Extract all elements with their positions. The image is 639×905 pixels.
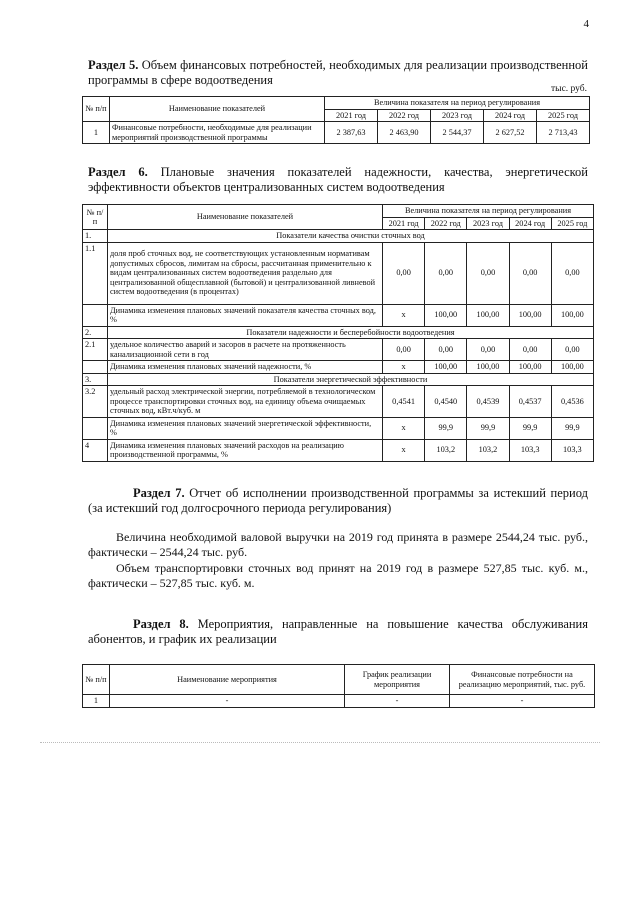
row-num: 1 xyxy=(83,122,110,144)
row-value: 0,00 xyxy=(425,339,467,361)
row-num xyxy=(83,417,108,439)
row-name: удельное количество аварий и засоров в расчете на протяженность канализационной сети в год xyxy=(108,339,383,361)
group-num: 1. xyxy=(83,230,108,243)
table-row xyxy=(83,242,594,304)
row-value: 0,4539 xyxy=(467,386,509,418)
table-row xyxy=(83,304,594,326)
row-num: 2.1 xyxy=(83,339,108,361)
section7-paragraph-revenue: Величина необходимой валовой выручки на 2019 год принята в размере 2544,24 тыс. руб., фактически – 2544,24 тыс. руб. xyxy=(88,530,588,559)
s8-header-schedule: График реализации мероприятия xyxy=(345,665,450,695)
s5-year: 2023 год xyxy=(431,109,484,122)
row-num: 1 xyxy=(83,695,110,708)
group-title: Показатели качества очистки сточных вод xyxy=(108,230,594,243)
section6-table xyxy=(82,204,594,462)
row-value: 103,2 xyxy=(467,439,509,461)
row-name: Динамика изменения плановых значений расходов на реализацию производственной программы, % xyxy=(108,439,383,461)
row-value: 2 544,37 xyxy=(431,122,484,144)
row-name: Динамика изменения плановых значений энергетической эффективности, % xyxy=(108,417,383,439)
s8-header-num: № п/п xyxy=(83,665,110,695)
section6-label: Раздел 6. xyxy=(88,165,148,179)
section7-title: Отчет об исполнении производственной программы за истекший период (за истекший год долгосрочного периода регулирования) xyxy=(88,486,588,515)
section8-label: Раздел 8. xyxy=(133,617,189,631)
row-value: 0,00 xyxy=(509,339,551,361)
row-value: 0,00 xyxy=(467,339,509,361)
row-num: 1.1 xyxy=(83,242,108,304)
s6-header-num: № п/п xyxy=(83,205,108,230)
row-value: х xyxy=(383,417,425,439)
section7-label: Раздел 7. xyxy=(133,486,185,500)
row-value: 103,3 xyxy=(551,439,593,461)
row-value: 0,00 xyxy=(383,242,425,304)
row-num xyxy=(83,304,108,326)
table-row xyxy=(83,695,595,708)
s5-header-num: № п/п xyxy=(83,97,110,122)
row-value: 0,4537 xyxy=(509,386,551,418)
row-value: 0,00 xyxy=(467,242,509,304)
page-number: 4 xyxy=(583,18,589,30)
row-value: 0,00 xyxy=(551,339,593,361)
section7-paragraph-volume: Объем транспортировки сточных вод принят на 2019 год в размере 527,85 тыс. куб. м., фактически – 527,85 тыс. куб. м. xyxy=(88,561,588,590)
group-title: Показатели энергетической эффективности xyxy=(108,373,594,386)
table-row xyxy=(83,339,594,361)
section5-heading xyxy=(88,58,588,88)
section5-title: Объем финансовых потребностей, необходимых для реализации производственной программы в сфере водоотведения xyxy=(88,58,588,87)
row-name: - xyxy=(110,695,345,708)
row-value: 0,00 xyxy=(425,242,467,304)
section7-heading xyxy=(88,486,588,516)
row-value: 100,00 xyxy=(509,304,551,326)
row-num: 3.2 xyxy=(83,386,108,418)
group-num: 2. xyxy=(83,326,108,339)
s6-year: 2024 год xyxy=(509,217,551,230)
unit-label: тыс. руб. xyxy=(551,84,587,94)
row-value: 99,9 xyxy=(425,417,467,439)
row-value: 100,00 xyxy=(467,361,509,374)
row-value: 0,4541 xyxy=(383,386,425,418)
row-schedule: - xyxy=(345,695,450,708)
s8-header-name: Наименование мероприятия xyxy=(110,665,345,695)
section8-table xyxy=(82,664,595,708)
row-value: х xyxy=(383,439,425,461)
s6-year: 2023 год xyxy=(467,217,509,230)
row-num: 4 xyxy=(83,439,108,461)
row-name: Финансовые потребности, необходимые для реализации мероприятий производственной программы xyxy=(110,122,325,144)
s6-year: 2021 год xyxy=(383,217,425,230)
row-value: 99,9 xyxy=(509,417,551,439)
row-value: 2 463,90 xyxy=(378,122,431,144)
row-value: 103,2 xyxy=(425,439,467,461)
row-finance: - xyxy=(450,695,595,708)
row-value: 100,00 xyxy=(551,361,593,374)
s5-header-name: Наименование показателей xyxy=(110,97,325,122)
row-value: х xyxy=(383,361,425,374)
row-value: 99,9 xyxy=(467,417,509,439)
s5-header-value: Величина показателя на период регулирования xyxy=(325,97,590,110)
section8-title: Мероприятия, направленные на повышение качества обслуживания абонентов, и график их реализации xyxy=(88,617,588,646)
row-name: Динамика изменения плановых значений показателя качества сточных вод, % xyxy=(108,304,383,326)
table-row xyxy=(83,439,594,461)
s5-year: 2025 год xyxy=(537,109,590,122)
row-value: 103,3 xyxy=(509,439,551,461)
scan-artifact-line xyxy=(40,742,600,743)
section5-table xyxy=(82,96,590,144)
row-name: доля проб сточных вод, не соответствующих установленным нормативам допустимых сбросов, лимитам на сбросы, рассчитанная применительно к видам централизованных систем водоотведения раздельно для централизованной общесплавной (бытовой) и централизованной ливневой систем водоотведения (в процентах) xyxy=(108,242,383,304)
row-num xyxy=(83,361,108,374)
row-value: 2 627,52 xyxy=(484,122,537,144)
s6-header-name: Наименование показателей xyxy=(108,205,383,230)
table-row xyxy=(83,361,594,374)
row-name: Динамика изменения плановых значений надежности, % xyxy=(108,361,383,374)
s5-year: 2022 год xyxy=(378,109,431,122)
group-title: Показатели надежности и бесперебойности водоотведения xyxy=(108,326,594,339)
group-row xyxy=(83,326,594,339)
s8-header-finance: Финансовые потребности на реализацию мероприятий, тыс. руб. xyxy=(450,665,595,695)
row-value: 99,9 xyxy=(551,417,593,439)
section6-title: Плановые значения показателей надежности, качества, энергетической эффективности объектов централизованных систем водоотведения xyxy=(88,165,588,194)
s5-year: 2024 год xyxy=(484,109,537,122)
row-value: 2 387,63 xyxy=(325,122,378,144)
group-num: 3. xyxy=(83,373,108,386)
row-value: 0,4540 xyxy=(425,386,467,418)
section8-heading xyxy=(88,617,588,647)
row-name: удельный расход электрической энергии, потребляемой в технологическом процессе транспортировки сточных вод, на единицу объема очищаемых сточных вод, кВт.ч/куб. м xyxy=(108,386,383,418)
row-value: 100,00 xyxy=(425,304,467,326)
section6-heading xyxy=(88,165,588,195)
row-value: 100,00 xyxy=(467,304,509,326)
row-value: 100,00 xyxy=(509,361,551,374)
row-value: 100,00 xyxy=(425,361,467,374)
row-value: 0,00 xyxy=(509,242,551,304)
row-value: 0,00 xyxy=(383,339,425,361)
table-row xyxy=(83,386,594,418)
s6-year: 2022 год xyxy=(425,217,467,230)
row-value: 2 713,43 xyxy=(537,122,590,144)
s5-year: 2021 год xyxy=(325,109,378,122)
row-value: 100,00 xyxy=(551,304,593,326)
section5-label: Раздел 5. xyxy=(88,58,139,72)
row-value: 0,00 xyxy=(551,242,593,304)
row-value: х xyxy=(383,304,425,326)
group-row xyxy=(83,373,594,386)
group-row xyxy=(83,230,594,243)
s6-year: 2025 год xyxy=(551,217,593,230)
s6-header-value: Величина показателя на период регулирования xyxy=(383,205,594,218)
row-value: 0,4536 xyxy=(551,386,593,418)
table-row xyxy=(83,417,594,439)
table-row xyxy=(83,122,590,144)
